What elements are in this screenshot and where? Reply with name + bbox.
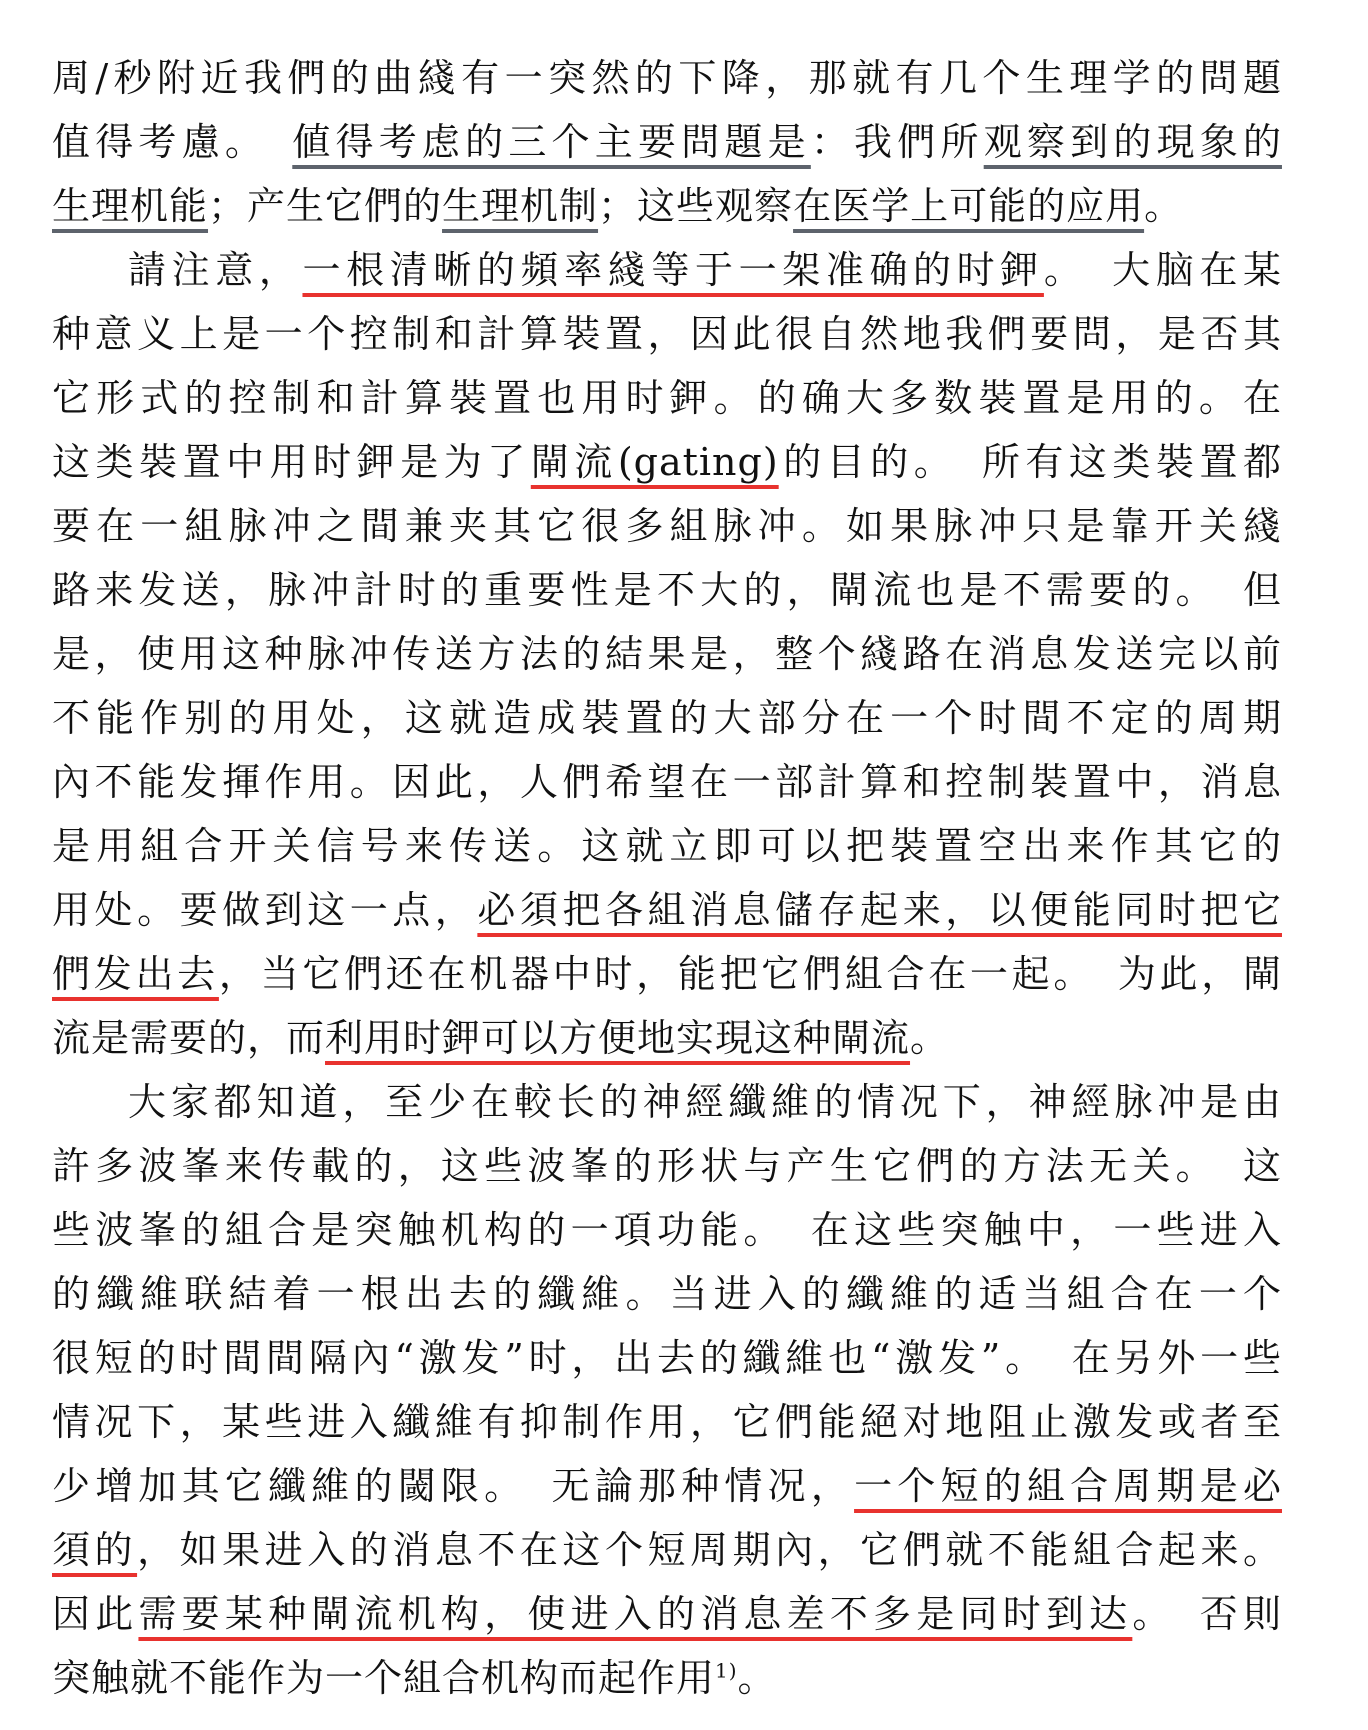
text-line <box>52 302 1282 366</box>
text-line <box>52 878 1282 942</box>
text-segment: 是用組合开关信号来传送。这就立即可以把裝置空出来作其它的 <box>52 824 1282 868</box>
text-line <box>52 494 1282 558</box>
text-segment: 它形式的控制和計算裝置也用时鉀。的确大多数裝置是用的。在 <box>52 376 1282 420</box>
text-line <box>52 750 1282 814</box>
gray-underline-highlight: 値得考虑的三个主要問題是 <box>292 120 811 164</box>
text-segment: 是，使用这种脉冲传送方法的結果是，整个綫路在消息发送完以前 <box>52 632 1282 676</box>
text-segment: ，如果进入的消息不在这个短周期內，它們就不能組合起来。 <box>137 1528 1282 1572</box>
text-line <box>52 558 1282 622</box>
red-underline-highlight: 一个短的組合周期是必 <box>854 1464 1282 1508</box>
text-line <box>52 1646 1282 1710</box>
text-segment: ，当它們还在机器中时，能把它們組合在一起。 为此，閘 <box>218 952 1282 996</box>
text-segment: 很短的时間間隔內“激发”时，出去的纖維也“激发”。 在另外一些 <box>52 1336 1282 1380</box>
text-segment: ：我們所 <box>810 120 984 164</box>
text-line <box>52 622 1282 686</box>
text-segment: 些波峯的組合是突触机构的一項功能。 在这些突触中，一些进入 <box>52 1208 1282 1252</box>
text-line <box>52 1326 1282 1390</box>
text-segment: 。 大脑在某 <box>1043 248 1282 292</box>
text-segment: 突触就不能作为一个組合机构而起作用 <box>52 1656 716 1700</box>
red-underline-highlight: 必須把各組消息儲存起来，以便能同时把它 <box>477 888 1282 932</box>
text-segment: 的目的。 所有这类裝置都 <box>778 440 1282 484</box>
text-segment: ；这些观察 <box>598 184 794 228</box>
text-segment: 少增加其它纖維的閾限。 无論那种情况， <box>52 1464 855 1508</box>
text-segment: 。 <box>910 1016 950 1060</box>
text-segment: 。 <box>1144 184 1184 228</box>
red-underline-highlight: 一根清晰的頻率綫等于一架准确的时鉀 <box>302 248 1044 292</box>
text-line <box>52 1518 1282 1582</box>
text-segment: 路来发送，脉冲計时的重要性是不大的，閘流也是不需要的。 但 <box>52 568 1282 612</box>
text-line <box>52 430 1282 494</box>
text-line <box>52 1198 1282 1262</box>
text-segment: 的纖維联結着一根出去的纖維。当进入的纖維的适当組合在一个 <box>52 1272 1282 1316</box>
text-line <box>52 238 1282 302</box>
text-line <box>52 686 1282 750</box>
red-underline-highlight: 須的 <box>52 1528 138 1572</box>
red-underline-highlight: 需要某种閘流机构，使进入的消息差不多是同时到达 <box>138 1592 1133 1636</box>
text-line <box>52 366 1282 430</box>
text-segment: 內不能发揮作用。因此，人們希望在一部計算和控制裝置中，消息 <box>52 760 1282 804</box>
text-line <box>52 1070 1282 1134</box>
footnote-marker: 1) <box>715 1658 738 1683</box>
text-segment: 。 否則 <box>1132 1592 1282 1636</box>
text-segment: 用处。要做到这一点， <box>52 888 478 932</box>
text-segment: 值得考慮。 <box>52 120 293 164</box>
text-segment: 情况下，某些进入纖維有抑制作用，它們能絕对地阻止激发或者至 <box>52 1400 1282 1444</box>
text-line <box>52 174 1282 238</box>
text-line <box>52 1582 1282 1646</box>
gray-underline-highlight: 观察到的現象的 <box>983 120 1282 164</box>
text-segment: 大家都知道，至少在較长的神經纖維的情况下，神經脉冲是由 <box>128 1080 1282 1124</box>
gray-underline-highlight: 生理机制 <box>442 184 599 228</box>
text-line <box>52 1390 1282 1454</box>
text-segment: 种意义上是一个控制和計算裝置，因此很自然地我們要問，是否其 <box>52 312 1282 356</box>
body-text <box>52 46 1282 1710</box>
text-line <box>52 46 1282 110</box>
text-segment: 因此 <box>52 1592 139 1636</box>
text-line <box>52 1006 1282 1070</box>
text-line <box>52 942 1282 1006</box>
text-segment: 这类裝置中用时鉀是为了 <box>52 440 531 484</box>
text-line <box>52 814 1282 878</box>
text-segment: 許多波峯来传載的，这些波峯的形状与产生它們的方法无关。 这 <box>52 1144 1282 1188</box>
text-line <box>52 1454 1282 1518</box>
text-segment: 要在一組脉冲之間兼夹其它很多組脉冲。如果脉冲只是靠开关綫 <box>52 504 1282 548</box>
text-segment: 流是需要的，而 <box>52 1016 326 1060</box>
gray-underline-highlight: 在医学上可能的应用 <box>793 184 1145 228</box>
red-underline-highlight: 們发出去 <box>52 952 219 996</box>
text-line <box>52 110 1282 174</box>
red-underline-highlight: 利用时鉀可以方便地实現这种閘流 <box>325 1016 911 1060</box>
gray-underline-highlight: 生理机能 <box>52 184 209 228</box>
text-segment: 周/秒附近我們的曲綫有一突然的下降，那就有几个生理学的問題 <box>52 56 1282 100</box>
text-segment: ；产生它們的 <box>208 184 443 228</box>
text-segment: 。 <box>737 1656 777 1700</box>
text-line <box>52 1134 1282 1198</box>
text-segment: 不能作别的用处，这就造成裝置的大部分在一个时間不定的周期 <box>52 696 1282 740</box>
text-segment: 請注意， <box>128 248 303 292</box>
text-line <box>52 1262 1282 1326</box>
red-underline-highlight: 閘流(gating) <box>530 440 779 484</box>
